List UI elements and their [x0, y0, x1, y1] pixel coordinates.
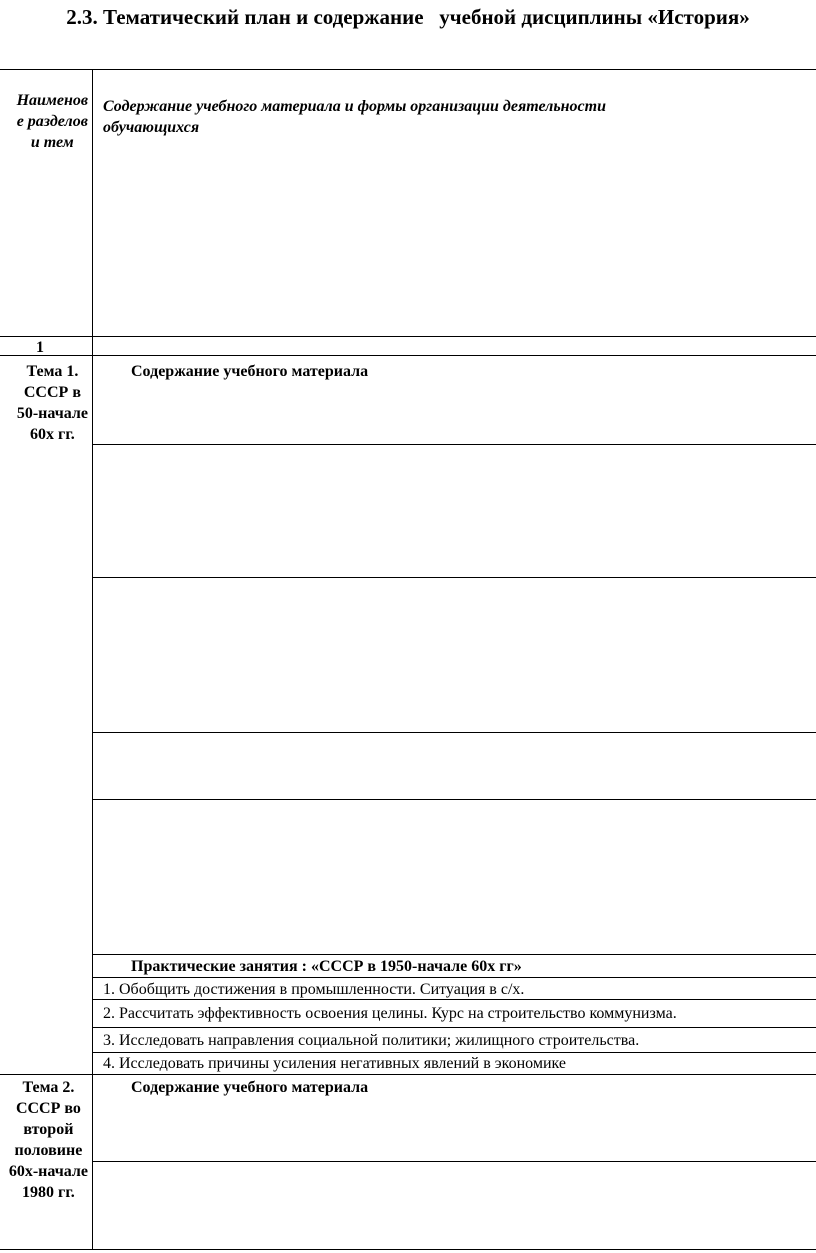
topic2-content-heading: Содержание учебного материала — [131, 1079, 369, 1096]
row-divider — [92, 732, 816, 733]
row-divider — [92, 1027, 816, 1028]
header-col2-line1: Содержание учебного материала и формы организации деятельности — [103, 98, 606, 115]
row-divider — [92, 954, 816, 955]
row-divider — [92, 444, 816, 445]
topic2-title-line: 60х-начале — [8, 1163, 88, 1180]
topic1-practical-heading: Практические занятия : «СССР в 1950-начале 60х гг» — [131, 958, 522, 975]
column-number: 1 — [36, 339, 44, 356]
row-divider — [92, 577, 816, 578]
row-divider — [92, 977, 816, 978]
topic1-task: 3. Исследовать направления социальной политики; жилищного строительства. — [103, 1032, 640, 1049]
topic2-title-line: половине — [14, 1142, 83, 1159]
row-divider — [92, 799, 816, 800]
topic1-title-line: Тема 1. — [26, 363, 79, 380]
topic1-title — [0, 361, 92, 461]
topic2-title-line: 1980 гг. — [22, 1184, 75, 1201]
topic1-title-line: 50-начале — [16, 405, 88, 422]
header-col1 — [0, 90, 92, 170]
topic1-title-line: 60х гг. — [30, 426, 75, 443]
topic2-title-line: Тема 2. — [22, 1079, 75, 1096]
row-divider — [0, 1074, 816, 1075]
row-divider — [0, 355, 816, 356]
header-col1-line: Наименов — [16, 92, 88, 109]
table-top-border — [0, 69, 816, 70]
topic1-task: 2. Рассчитать эффективность освоения целины. Курс на строительство коммунизма. — [103, 1005, 677, 1022]
topic2-title — [0, 1077, 92, 1217]
header-col1-line: и тем — [30, 134, 74, 151]
topic2-title-line: СССР во — [15, 1100, 81, 1117]
row-divider — [0, 336, 816, 337]
topic1-task: 1. Обобщить достижения в промышленности. Ситуация в с/х. — [103, 981, 525, 998]
column-divider — [92, 69, 93, 1250]
topic1-task: 4. Исследовать причины усиления негативных явлений в экономике — [103, 1055, 566, 1072]
topic2-title-line: второй — [23, 1121, 74, 1138]
page-title: 2.3. Тематический план и содержание учебной дисциплины «История» — [66, 5, 750, 29]
table-bottom-border — [0, 1249, 816, 1250]
topic1-content-heading: Содержание учебного материала — [131, 363, 369, 380]
header-col1-line: е разделов — [16, 113, 88, 130]
row-divider — [92, 1161, 816, 1162]
topic1-title-line: СССР в — [23, 384, 81, 401]
header-col2-line2: обучающихся — [103, 119, 200, 136]
